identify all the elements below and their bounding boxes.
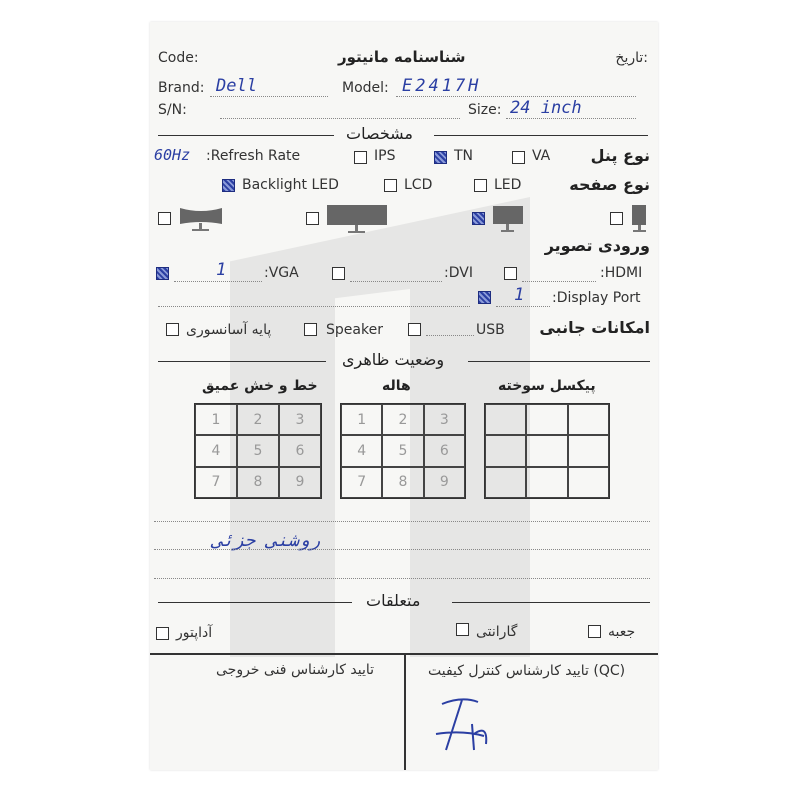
usb-checkbox[interactable] [408,323,421,336]
screen-type-label: نوع صفحه [569,175,650,194]
scratch-cell[interactable]: 5 [237,435,279,466]
model-label: Model: [342,80,389,96]
halo-cell[interactable]: 7 [341,467,382,498]
lcd-label: LCD [404,177,433,193]
model-line [396,96,636,97]
hdmi-line [522,281,596,282]
dp-extra-line [158,306,470,307]
halo-cell[interactable]: 5 [382,435,423,466]
halo-cell[interactable]: 9 [424,467,465,498]
scratch-cell[interactable]: 4 [195,435,237,466]
dead-pixel-title: پیکسل سوخته [498,378,596,394]
elevator-stand-checkbox[interactable] [166,323,179,336]
scratch-cell[interactable]: 3 [279,404,321,435]
brand-value: Dell [216,76,257,96]
approvals-divider [404,653,406,770]
size-value: 24 inch [510,98,582,118]
va-checkbox[interactable] [512,151,525,164]
appearance-rule-left [158,361,326,362]
hdmi-checkbox[interactable] [504,267,517,280]
model-value: E2417H [402,76,482,96]
portrait-monitor-checkbox[interactable] [610,212,623,225]
dead-pixel-cell[interactable] [485,435,526,466]
dead-pixel-cell[interactable] [568,435,609,466]
tn-label: TN [454,148,474,164]
dead-pixel-cell[interactable] [568,467,609,498]
form-title: شناسنامه مانیتور [338,48,466,66]
accessories-rule-left [158,602,352,603]
dead-pixel-cell[interactable] [526,467,567,498]
speaker-checkbox[interactable] [304,323,317,336]
dvi-line [350,281,442,282]
standard-monitor-checkbox[interactable] [472,212,485,225]
monitor-id-form [150,22,658,770]
box-label: جعبه [608,624,636,640]
dp-line [496,306,550,307]
sn-line [220,118,460,119]
led-label: LED [494,177,522,193]
scratch-cell[interactable]: 9 [279,467,321,498]
code-label: Code: [158,50,199,66]
usb-line [426,335,474,336]
accessories-section-title: متعلقات [366,591,421,610]
tech-approval-label: تایید کارشناس فنی خروجی [216,662,375,678]
dvi-checkbox[interactable] [332,267,345,280]
wide-monitor-icon [326,204,388,236]
adapter-label: آداپتور [176,625,213,641]
dead-pixel-cell[interactable] [526,435,567,466]
scratch-grid[interactable] [194,403,322,499]
notes-line-2 [154,549,650,550]
section-rule-left [158,135,334,136]
handwritten-note: روشنی جزئی [212,530,321,551]
section-rule-right [434,135,648,136]
usb-label: USB [476,322,505,338]
vga-count: 1 [216,260,227,280]
scratch-title: خط و خش عمیق [202,378,318,394]
halo-cell[interactable]: 4 [341,435,382,466]
warranty-label: گارانتی [476,624,518,640]
backlight-led-checkbox[interactable] [222,179,235,192]
halo-cell[interactable]: 2 [382,404,423,435]
notes-line-3 [154,578,650,579]
hdmi-label: :HDMI [600,265,643,281]
ips-label: IPS [374,148,396,164]
accessories-rule-right [452,602,650,603]
led-checkbox[interactable] [474,179,487,192]
halo-grid[interactable] [340,403,466,499]
adapter-checkbox[interactable] [156,627,169,640]
va-label: VA [532,148,551,164]
refresh-value: 60Hz [154,146,191,164]
scratch-cell[interactable]: 7 [195,467,237,498]
backlight-led-label: Backlight LED [242,177,339,193]
dead-pixel-grid[interactable] [484,403,610,499]
halo-cell[interactable]: 1 [341,404,382,435]
sn-label: S/N: [158,102,187,118]
size-line [506,118,636,119]
display-port-label: :Display Port [552,290,641,306]
scratch-cell[interactable]: 6 [279,435,321,466]
notes-line-1 [154,521,650,522]
lcd-checkbox[interactable] [384,179,397,192]
brand-label: Brand: [158,80,205,96]
refresh-label: :Refresh Rate [206,148,301,164]
wide-monitor-checkbox[interactable] [306,212,319,225]
qc-approval-label: تایید کارشناس کنترل کیفیت (QC) [428,663,626,679]
dead-pixel-cell[interactable] [568,404,609,435]
curved-monitor-icon [178,206,224,234]
appearance-section-title: وضعیت ظاهری [342,350,445,369]
ips-checkbox[interactable] [354,151,367,164]
vga-line [174,281,262,282]
panel-type-label: نوع پنل [590,146,650,165]
brand-line [210,96,328,97]
vga-label: :VGA [264,265,299,281]
scratch-cell[interactable]: 1 [195,404,237,435]
dead-pixel-cell[interactable] [485,404,526,435]
size-label: Size: [468,102,502,118]
standard-monitor-icon [492,205,524,235]
appearance-rule-right [468,361,650,362]
tn-checkbox[interactable] [434,151,447,164]
side-features-label: امکانات جانبی [539,318,650,337]
display-port-count: 1 [514,285,525,305]
halo-cell[interactable]: 8 [382,467,423,498]
dvi-label: :DVI [444,265,473,281]
display-port-checkbox[interactable] [478,291,491,304]
qc-signature [432,694,512,756]
elevator-stand-label: پایه آسانسوری [186,322,272,338]
halo-cell[interactable]: 6 [424,435,465,466]
warranty-checkbox[interactable] [456,623,469,636]
scratch-cell[interactable]: 2 [237,404,279,435]
curved-monitor-checkbox[interactable] [158,212,171,225]
speaker-label: Speaker [326,322,383,338]
date-label: تاریخ: [615,50,648,66]
vga-checkbox[interactable] [156,267,169,280]
dead-pixel-cell[interactable] [485,467,526,498]
video-input-label: ورودی تصویر [544,236,650,255]
specs-section-title: مشخصات [346,124,413,143]
scratch-cell[interactable]: 8 [237,467,279,498]
halo-cell[interactable]: 3 [424,404,465,435]
box-checkbox[interactable] [588,625,601,638]
portrait-monitor-icon [628,204,650,236]
dead-pixel-cell[interactable] [526,404,567,435]
halo-title: هاله [382,378,411,394]
